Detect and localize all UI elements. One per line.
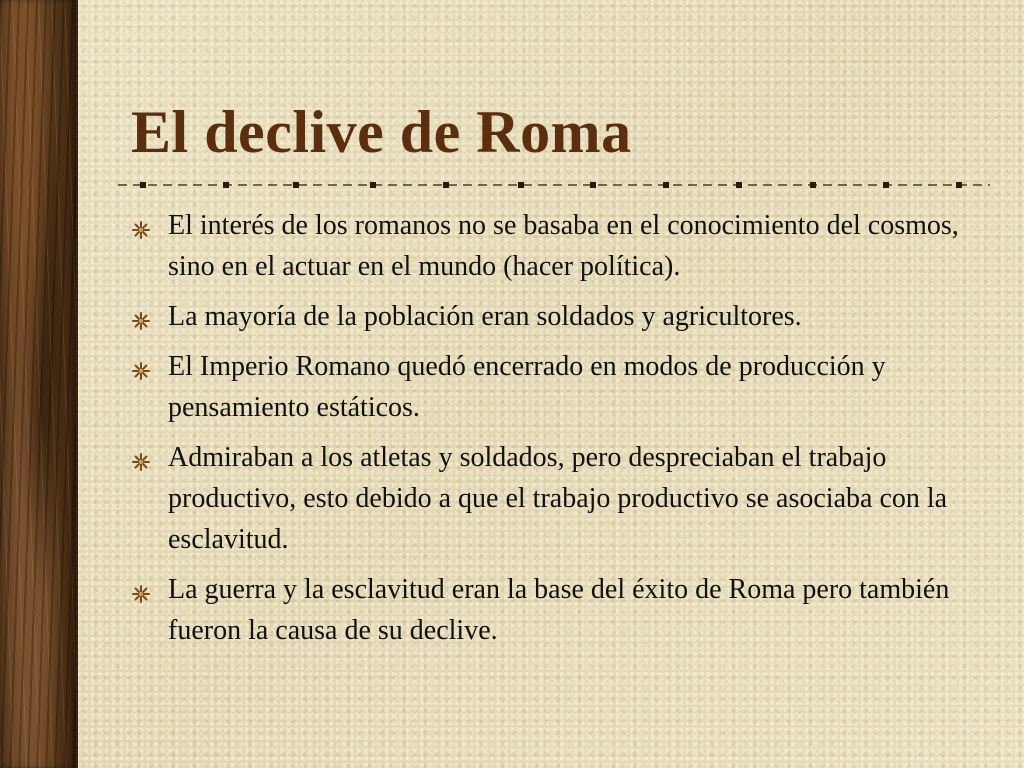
bullet-text: El Imperio Romano quedó encerrado en modos de producción y pensamiento estáticos.: [168, 351, 886, 423]
bullet-text: La mayoría de la población eran soldados y agricultores.: [168, 301, 802, 332]
asterisk-star-icon: [130, 310, 168, 332]
bullet-item: [130, 205, 990, 287]
wood-side-strip: [0, 0, 78, 768]
asterisk-star-icon: [130, 583, 168, 605]
bullet-item: [130, 346, 990, 428]
bullet-item: [130, 569, 990, 651]
bullet-text: El interés de los romanos no se basaba en el conocimiento del cosmos, sino en el actuar en el mundo (hacer política).: [168, 210, 959, 282]
slide-title: El declive de Roma: [131, 99, 632, 165]
title-divider: [118, 180, 990, 190]
bullet-text: La guerra y la esclavitud eran la base del éxito de Roma pero también fueron la causa de su declive.: [168, 574, 950, 646]
asterisk-star-icon: [130, 360, 168, 382]
asterisk-star-icon: [130, 219, 168, 241]
bullet-text: Admiraban a los atletas y soldados, pero despreciaban el trabajo productivo, esto debido a que el trabajo productivo se asociaba con la esclavitud.: [168, 442, 948, 555]
asterisk-star-icon: [130, 451, 168, 473]
bullet-item: [130, 437, 990, 560]
bullet-list: [130, 205, 990, 660]
bullet-item: [130, 296, 990, 337]
